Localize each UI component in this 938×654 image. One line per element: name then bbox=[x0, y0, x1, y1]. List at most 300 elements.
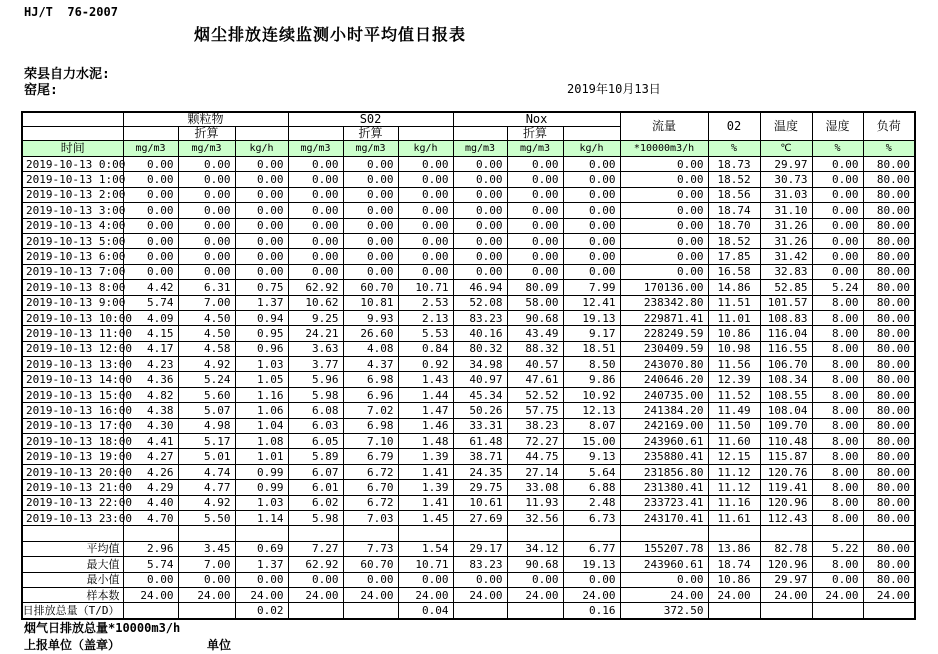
value-cell: 58.00 bbox=[507, 295, 563, 310]
value-cell: 0.00 bbox=[178, 203, 235, 218]
value-cell: 155207.78 bbox=[620, 541, 708, 556]
value-cell: 80.00 bbox=[863, 434, 915, 449]
value-cell: 45.34 bbox=[453, 387, 507, 402]
value-cell: 72.27 bbox=[507, 434, 563, 449]
value-cell: 2.96 bbox=[123, 541, 178, 556]
sub-header-nox-converted: 折算 bbox=[507, 127, 563, 141]
value-cell: 4.42 bbox=[123, 280, 178, 295]
value-cell: 0.02 bbox=[235, 603, 288, 619]
value-cell: 80.00 bbox=[863, 495, 915, 510]
value-cell: 0.00 bbox=[178, 172, 235, 187]
value-cell: 10.98 bbox=[708, 341, 760, 356]
report-unit-label: 上报单位（盖章） bbox=[24, 638, 121, 652]
value-cell: 4.17 bbox=[123, 341, 178, 356]
value-cell: 0.00 bbox=[812, 264, 863, 279]
value-cell: 0.00 bbox=[453, 203, 507, 218]
table-row bbox=[22, 449, 915, 464]
value-cell: 112.43 bbox=[760, 510, 812, 525]
value-cell: 80.00 bbox=[863, 264, 915, 279]
unit-cell: % bbox=[708, 141, 760, 157]
value-cell: 7.99 bbox=[563, 280, 620, 295]
unit-cell: kg/h bbox=[235, 141, 288, 157]
value-cell: 0.00 bbox=[620, 157, 708, 172]
value-cell: 11.16 bbox=[708, 495, 760, 510]
value-cell: 0.00 bbox=[178, 249, 235, 264]
value-cell: 57.75 bbox=[507, 403, 563, 418]
value-cell: 24.00 bbox=[235, 587, 288, 602]
value-cell: 0.00 bbox=[507, 203, 563, 218]
value-cell: 0.00 bbox=[178, 572, 235, 587]
value-cell: 1.44 bbox=[398, 387, 453, 402]
value-cell: 8.00 bbox=[812, 510, 863, 525]
sub-header-so2-converted: 折算 bbox=[343, 127, 398, 141]
table-row bbox=[22, 249, 915, 264]
value-cell: 0.00 bbox=[235, 172, 288, 187]
value-cell: 0.00 bbox=[507, 233, 563, 248]
empty-cell bbox=[863, 526, 915, 541]
empty-cell bbox=[453, 526, 507, 541]
value-cell: 4.23 bbox=[123, 357, 178, 372]
value-cell: 24.00 bbox=[708, 587, 760, 602]
value-cell: 5.89 bbox=[288, 449, 343, 464]
value-cell: 0.00 bbox=[453, 218, 507, 233]
value-cell: 11.01 bbox=[708, 310, 760, 325]
value-cell: 8.00 bbox=[812, 464, 863, 479]
col-header-flow: 流量 bbox=[620, 112, 708, 141]
value-cell: 0.00 bbox=[620, 172, 708, 187]
header-empty-cell bbox=[22, 127, 123, 141]
value-cell: 0.00 bbox=[398, 233, 453, 248]
value-cell: 0.92 bbox=[398, 357, 453, 372]
value-cell: 0.99 bbox=[235, 464, 288, 479]
header-empty-cell bbox=[563, 127, 620, 141]
value-cell bbox=[123, 603, 178, 619]
value-cell: 0.00 bbox=[398, 249, 453, 264]
value-cell: 6.72 bbox=[343, 495, 398, 510]
value-cell: 1.01 bbox=[235, 449, 288, 464]
value-cell: 233723.41 bbox=[620, 495, 708, 510]
table-row bbox=[22, 264, 915, 279]
value-cell: 0.00 bbox=[343, 218, 398, 233]
value-cell: 80.00 bbox=[863, 480, 915, 495]
header-empty-cell bbox=[453, 127, 507, 141]
value-cell: 31.10 bbox=[760, 203, 812, 218]
value-cell: 4.50 bbox=[178, 310, 235, 325]
header-empty-cell bbox=[235, 127, 288, 141]
value-cell: 5.74 bbox=[123, 557, 178, 572]
value-cell: 83.23 bbox=[453, 310, 507, 325]
value-cell: 6.98 bbox=[343, 418, 398, 433]
table-row bbox=[22, 310, 915, 325]
value-cell: 0.00 bbox=[507, 264, 563, 279]
value-cell: 0.00 bbox=[620, 249, 708, 264]
value-cell bbox=[453, 603, 507, 619]
value-cell: 3.63 bbox=[288, 341, 343, 356]
value-cell: 19.13 bbox=[563, 557, 620, 572]
value-cell: 1.39 bbox=[398, 480, 453, 495]
value-cell: 10.92 bbox=[563, 387, 620, 402]
value-cell: 372.50 bbox=[620, 603, 708, 619]
value-cell: 19.13 bbox=[563, 310, 620, 325]
value-cell: 0.00 bbox=[620, 264, 708, 279]
value-cell: 80.00 bbox=[863, 372, 915, 387]
value-cell: 8.00 bbox=[812, 310, 863, 325]
value-cell: 0.00 bbox=[123, 203, 178, 218]
value-cell: 60.70 bbox=[343, 280, 398, 295]
value-cell: 4.82 bbox=[123, 387, 178, 402]
value-cell: 0.00 bbox=[398, 172, 453, 187]
value-cell: 115.87 bbox=[760, 449, 812, 464]
header-empty-cell bbox=[22, 112, 123, 127]
value-cell: 4.92 bbox=[178, 495, 235, 510]
time-cell: 2019-10-13 19:00 bbox=[22, 449, 123, 464]
summary-row bbox=[22, 557, 915, 572]
empty-cell bbox=[123, 526, 178, 541]
value-cell: 4.37 bbox=[343, 357, 398, 372]
value-cell: 229871.41 bbox=[620, 310, 708, 325]
value-cell: 0.00 bbox=[235, 264, 288, 279]
value-cell: 9.25 bbox=[288, 310, 343, 325]
value-cell: 34.12 bbox=[507, 541, 563, 556]
standard-code: HJ/T 76-2007 bbox=[24, 5, 118, 19]
header-empty-cell bbox=[123, 127, 178, 141]
value-cell: 8.00 bbox=[812, 341, 863, 356]
value-cell: 6.05 bbox=[288, 434, 343, 449]
time-cell: 2019-10-13 5:00 bbox=[22, 233, 123, 248]
value-cell: 0.00 bbox=[507, 218, 563, 233]
value-cell: 0.00 bbox=[507, 572, 563, 587]
value-cell: 1.03 bbox=[235, 357, 288, 372]
unit-cell: % bbox=[812, 141, 863, 157]
flue-gas-total-note: 烟气日排放总量*10000m3/h bbox=[24, 621, 181, 635]
empty-cell bbox=[235, 526, 288, 541]
value-cell: 8.07 bbox=[563, 418, 620, 433]
value-cell: 11.12 bbox=[708, 464, 760, 479]
value-cell: 0.00 bbox=[507, 157, 563, 172]
value-cell: 29.97 bbox=[760, 572, 812, 587]
value-cell: 0.00 bbox=[123, 157, 178, 172]
value-cell: 12.41 bbox=[563, 295, 620, 310]
empty-cell bbox=[760, 526, 812, 541]
value-cell: 5.64 bbox=[563, 464, 620, 479]
unit-cell: mg/m3 bbox=[507, 141, 563, 157]
summary-label-cell: 最大值 bbox=[22, 557, 123, 572]
value-cell: 11.61 bbox=[708, 510, 760, 525]
value-cell: 0.00 bbox=[235, 187, 288, 202]
value-cell: 46.94 bbox=[453, 280, 507, 295]
empty-cell bbox=[708, 526, 760, 541]
value-cell: 7.03 bbox=[343, 510, 398, 525]
table-row bbox=[22, 295, 915, 310]
value-cell: 80.00 bbox=[863, 418, 915, 433]
value-cell: 24.00 bbox=[760, 587, 812, 602]
value-cell: 40.16 bbox=[453, 326, 507, 341]
time-cell: 2019-10-13 7:00 bbox=[22, 264, 123, 279]
value-cell: 10.86 bbox=[708, 572, 760, 587]
value-cell: 6.03 bbox=[288, 418, 343, 433]
table-row bbox=[22, 495, 915, 510]
value-cell: 0.00 bbox=[235, 218, 288, 233]
group-header-nox: Nox bbox=[453, 112, 620, 127]
value-cell: 6.96 bbox=[343, 387, 398, 402]
value-cell: 0.00 bbox=[812, 233, 863, 248]
time-cell: 2019-10-13 14:00 bbox=[22, 372, 123, 387]
value-cell: 1.41 bbox=[398, 464, 453, 479]
value-cell: 24.21 bbox=[288, 326, 343, 341]
value-cell bbox=[288, 603, 343, 619]
value-cell: 0.00 bbox=[398, 203, 453, 218]
value-cell: 8.00 bbox=[812, 495, 863, 510]
value-cell: 4.58 bbox=[178, 341, 235, 356]
value-cell: 0.00 bbox=[620, 203, 708, 218]
value-cell: 80.00 bbox=[863, 249, 915, 264]
value-cell: 27.14 bbox=[507, 464, 563, 479]
table-row bbox=[22, 233, 915, 248]
unit-cell: mg/m3 bbox=[123, 141, 178, 157]
sub-header-pm-converted: 折算 bbox=[178, 127, 235, 141]
value-cell: 0.00 bbox=[507, 172, 563, 187]
value-cell: 10.71 bbox=[398, 280, 453, 295]
value-cell: 18.73 bbox=[708, 157, 760, 172]
value-cell: 0.00 bbox=[123, 249, 178, 264]
value-cell: 0.00 bbox=[343, 172, 398, 187]
value-cell: 231380.41 bbox=[620, 480, 708, 495]
value-cell: 0.16 bbox=[563, 603, 620, 619]
value-cell bbox=[708, 603, 760, 619]
value-cell: 24.00 bbox=[123, 587, 178, 602]
value-cell: 6.31 bbox=[178, 280, 235, 295]
value-cell: 5.24 bbox=[812, 280, 863, 295]
value-cell: 0.00 bbox=[288, 157, 343, 172]
header-empty-cell bbox=[398, 127, 453, 141]
value-cell: 0.69 bbox=[235, 541, 288, 556]
value-cell: 0.00 bbox=[178, 157, 235, 172]
value-cell: 12.39 bbox=[708, 372, 760, 387]
value-cell: 7.73 bbox=[343, 541, 398, 556]
value-cell: 0.00 bbox=[235, 233, 288, 248]
value-cell: 7.10 bbox=[343, 434, 398, 449]
value-cell: 230409.59 bbox=[620, 341, 708, 356]
unit-cell: ℃ bbox=[760, 141, 812, 157]
value-cell: 6.01 bbox=[288, 480, 343, 495]
value-cell: 0.96 bbox=[235, 341, 288, 356]
value-cell: 8.00 bbox=[812, 372, 863, 387]
value-cell: 0.00 bbox=[398, 157, 453, 172]
value-cell: 0.99 bbox=[235, 480, 288, 495]
value-cell: 5.07 bbox=[178, 403, 235, 418]
value-cell: 11.51 bbox=[708, 295, 760, 310]
value-cell: 228249.59 bbox=[620, 326, 708, 341]
value-cell: 40.97 bbox=[453, 372, 507, 387]
value-cell: 101.57 bbox=[760, 295, 812, 310]
value-cell: 0.00 bbox=[178, 218, 235, 233]
value-cell: 116.04 bbox=[760, 326, 812, 341]
value-cell: 17.85 bbox=[708, 249, 760, 264]
time-cell: 2019-10-13 0:00 bbox=[22, 157, 123, 172]
value-cell: 1.05 bbox=[235, 372, 288, 387]
value-cell: 24.00 bbox=[288, 587, 343, 602]
value-cell: 0.00 bbox=[453, 572, 507, 587]
value-cell: 11.93 bbox=[507, 495, 563, 510]
value-cell: 4.92 bbox=[178, 357, 235, 372]
value-cell: 9.93 bbox=[343, 310, 398, 325]
value-cell: 0.00 bbox=[563, 264, 620, 279]
group-header-so2: S02 bbox=[288, 112, 453, 127]
value-cell: 0.00 bbox=[620, 187, 708, 202]
value-cell: 6.07 bbox=[288, 464, 343, 479]
value-cell bbox=[507, 603, 563, 619]
value-cell: 0.00 bbox=[288, 264, 343, 279]
value-cell: 7.00 bbox=[178, 557, 235, 572]
summary-label-cell: 最小值 bbox=[22, 572, 123, 587]
value-cell: 0.00 bbox=[235, 249, 288, 264]
value-cell: 4.74 bbox=[178, 464, 235, 479]
time-column-header: 时间 bbox=[22, 141, 123, 157]
value-cell: 0.00 bbox=[812, 203, 863, 218]
value-cell: 9.86 bbox=[563, 372, 620, 387]
value-cell: 0.95 bbox=[235, 326, 288, 341]
value-cell: 4.36 bbox=[123, 372, 178, 387]
value-cell: 0.00 bbox=[563, 233, 620, 248]
value-cell: 80.00 bbox=[863, 403, 915, 418]
time-cell: 2019-10-13 6:00 bbox=[22, 249, 123, 264]
time-cell: 2019-10-13 17:00 bbox=[22, 418, 123, 433]
value-cell: 34.98 bbox=[453, 357, 507, 372]
value-cell: 1.46 bbox=[398, 418, 453, 433]
value-cell: 31.03 bbox=[760, 187, 812, 202]
value-cell: 1.03 bbox=[235, 495, 288, 510]
value-cell: 31.26 bbox=[760, 218, 812, 233]
table-row bbox=[22, 357, 915, 372]
time-cell: 2019-10-13 1:00 bbox=[22, 172, 123, 187]
value-cell: 4.41 bbox=[123, 434, 178, 449]
value-cell: 1.14 bbox=[235, 510, 288, 525]
table-row bbox=[22, 510, 915, 525]
value-cell: 11.56 bbox=[708, 357, 760, 372]
value-cell: 0.00 bbox=[288, 233, 343, 248]
company-name: 荣县自力水泥: bbox=[24, 67, 110, 82]
table-row bbox=[22, 326, 915, 341]
value-cell: 0.00 bbox=[812, 172, 863, 187]
value-cell: 0.94 bbox=[235, 310, 288, 325]
value-cell: 8.00 bbox=[812, 295, 863, 310]
value-cell: 80.00 bbox=[863, 387, 915, 402]
value-cell: 238342.80 bbox=[620, 295, 708, 310]
value-cell: 2.53 bbox=[398, 295, 453, 310]
empty-cell bbox=[178, 526, 235, 541]
value-cell: 0.84 bbox=[398, 341, 453, 356]
value-cell: 0.00 bbox=[178, 233, 235, 248]
value-cell: 18.74 bbox=[708, 557, 760, 572]
value-cell: 13.86 bbox=[708, 541, 760, 556]
value-cell: 1.54 bbox=[398, 541, 453, 556]
value-cell bbox=[863, 603, 915, 619]
value-cell: 83.23 bbox=[453, 557, 507, 572]
value-cell: 5.98 bbox=[288, 510, 343, 525]
value-cell: 4.26 bbox=[123, 464, 178, 479]
unit-cell: kg/h bbox=[563, 141, 620, 157]
value-cell: 108.83 bbox=[760, 310, 812, 325]
value-cell: 108.04 bbox=[760, 403, 812, 418]
value-cell: 0.00 bbox=[123, 187, 178, 202]
value-cell: 235880.41 bbox=[620, 449, 708, 464]
summary-row bbox=[22, 587, 915, 602]
report-title: 烟尘排放连续监测小时平均值日报表 bbox=[193, 25, 466, 44]
value-cell: 8.00 bbox=[812, 418, 863, 433]
value-cell: 116.55 bbox=[760, 341, 812, 356]
value-cell: 52.52 bbox=[507, 387, 563, 402]
header-units-row bbox=[22, 141, 915, 157]
value-cell: 52.08 bbox=[453, 295, 507, 310]
value-cell: 0.00 bbox=[398, 187, 453, 202]
value-cell: 18.52 bbox=[708, 172, 760, 187]
value-cell: 4.40 bbox=[123, 495, 178, 510]
unit-cell: kg/h bbox=[398, 141, 453, 157]
value-cell: 24.00 bbox=[620, 587, 708, 602]
value-cell: 6.77 bbox=[563, 541, 620, 556]
value-cell: 80.00 bbox=[863, 310, 915, 325]
col-header-temperature: 温度 bbox=[760, 112, 812, 141]
value-cell: 12.13 bbox=[563, 403, 620, 418]
value-cell: 106.70 bbox=[760, 357, 812, 372]
value-cell: 8.00 bbox=[812, 326, 863, 341]
value-cell: 32.56 bbox=[507, 510, 563, 525]
value-cell: 43.49 bbox=[507, 326, 563, 341]
value-cell: 6.70 bbox=[343, 480, 398, 495]
value-cell bbox=[760, 603, 812, 619]
value-cell: 80.00 bbox=[863, 203, 915, 218]
empty-cell bbox=[22, 526, 123, 541]
value-cell: 0.00 bbox=[453, 187, 507, 202]
value-cell: 243170.41 bbox=[620, 510, 708, 525]
time-cell: 2019-10-13 10:00 bbox=[22, 310, 123, 325]
time-cell: 2019-10-13 4:00 bbox=[22, 218, 123, 233]
value-cell: 5.53 bbox=[398, 326, 453, 341]
time-cell: 2019-10-13 3:00 bbox=[22, 203, 123, 218]
value-cell bbox=[343, 603, 398, 619]
value-cell: 31.26 bbox=[760, 233, 812, 248]
time-cell: 2019-10-13 13:00 bbox=[22, 357, 123, 372]
unit-label: 单位 bbox=[207, 638, 232, 652]
value-cell: 0.00 bbox=[235, 572, 288, 587]
value-cell: 24.35 bbox=[453, 464, 507, 479]
value-cell: 0.00 bbox=[288, 203, 343, 218]
value-cell: 4.50 bbox=[178, 326, 235, 341]
summary-row bbox=[22, 572, 915, 587]
value-cell: 27.69 bbox=[453, 510, 507, 525]
table-row bbox=[22, 372, 915, 387]
value-cell: 12.15 bbox=[708, 449, 760, 464]
value-cell: 243960.61 bbox=[620, 434, 708, 449]
value-cell: 0.00 bbox=[288, 172, 343, 187]
value-cell: 0.00 bbox=[178, 187, 235, 202]
value-cell: 1.37 bbox=[235, 557, 288, 572]
value-cell: 10.62 bbox=[288, 295, 343, 310]
table-row bbox=[22, 280, 915, 295]
value-cell: 0.00 bbox=[288, 218, 343, 233]
value-cell: 8.50 bbox=[563, 357, 620, 372]
table-row bbox=[22, 218, 915, 233]
time-cell: 2019-10-13 22:00 bbox=[22, 495, 123, 510]
unit-cell: mg/m3 bbox=[178, 141, 235, 157]
value-cell: 4.30 bbox=[123, 418, 178, 433]
col-header-load: 负荷 bbox=[863, 112, 915, 141]
value-cell: 6.02 bbox=[288, 495, 343, 510]
empty-cell bbox=[343, 526, 398, 541]
header-empty-cell bbox=[288, 127, 343, 141]
value-cell: 108.34 bbox=[760, 372, 812, 387]
unit-cell: mg/m3 bbox=[453, 141, 507, 157]
